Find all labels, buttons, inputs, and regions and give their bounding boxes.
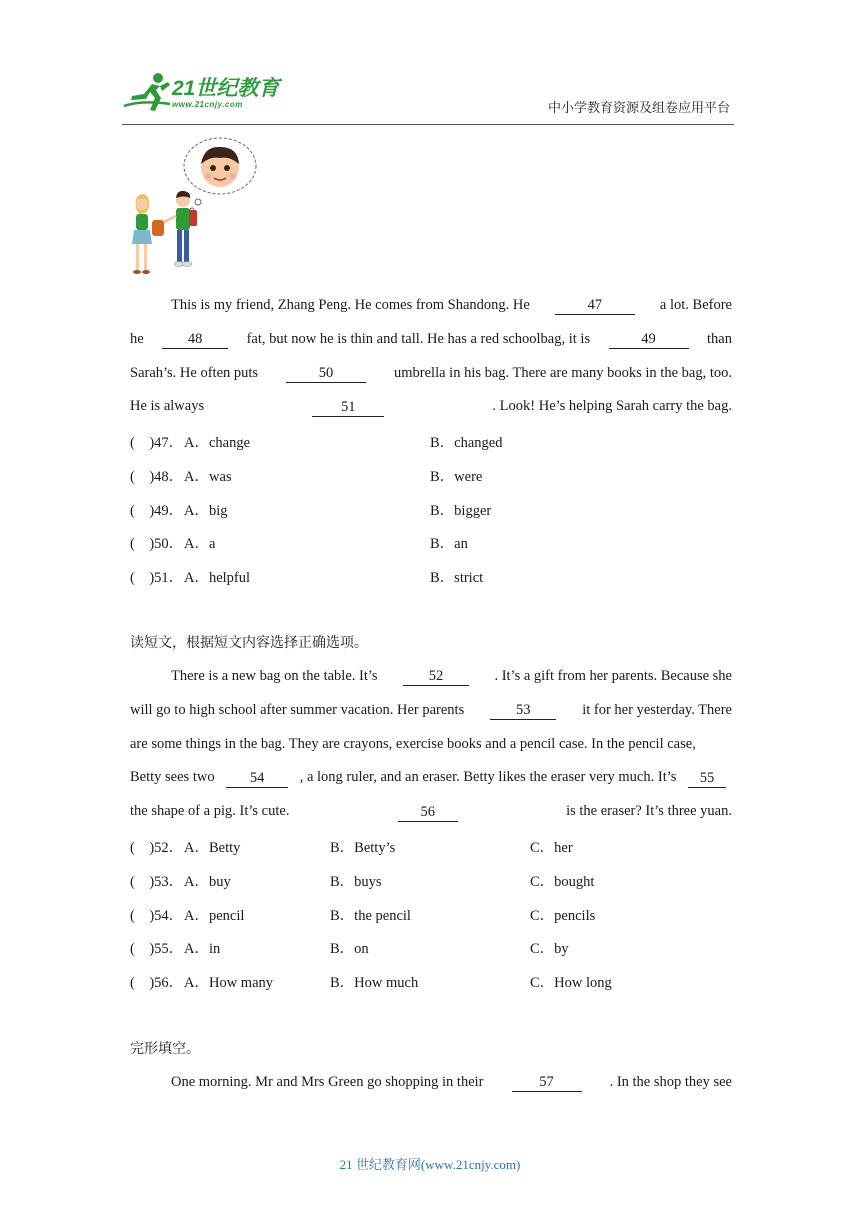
option-a[interactable]: A．How many — [184, 975, 274, 992]
answer-blank-56[interactable]: 56 — [398, 803, 458, 822]
question-number: ( )53． — [130, 873, 184, 890]
answer-blank-53[interactable]: 53 — [490, 701, 556, 720]
option-a[interactable]: A．Betty — [184, 840, 241, 856]
passage-text: One morning. Mr and Mrs Green go shopping in their — [171, 1074, 484, 1090]
option-b[interactable]: B．strict — [430, 570, 484, 587]
question-number: ( )47． — [130, 435, 184, 451]
question-row — [130, 465, 732, 485]
passage-text: Betty sees two — [130, 769, 215, 786]
passage-text: . It’s a gift from her parents. Because she — [494, 668, 732, 684]
passage-line — [130, 289, 732, 323]
passage-text: is the eraser? It’s three yuan. — [566, 803, 732, 820]
answer-blank-47[interactable]: 47 — [555, 296, 635, 315]
passage-line — [130, 728, 732, 762]
option-b[interactable]: B．were — [430, 468, 483, 485]
logo-title: 21世纪教育 — [172, 77, 280, 100]
passage-text: a lot. Before — [659, 297, 732, 313]
passage-text: he — [130, 330, 144, 347]
question-row — [130, 431, 732, 451]
passage-line — [130, 694, 732, 728]
section-2-title: 读短文，根据短文内容选择正确选项。 — [130, 635, 368, 651]
footer-link[interactable]: 21 世纪教育网(www.21cnjy.com) — [339, 1157, 521, 1172]
passage-line — [130, 323, 732, 357]
answer-blank-49[interactable]: 49 — [609, 330, 689, 349]
passage-text: fat, but now he is thin and tall. He has a red schoolbag, it is — [246, 330, 591, 347]
question-row — [130, 499, 732, 519]
option-a[interactable]: A．pencil — [184, 907, 245, 924]
option-c[interactable]: C．her — [530, 840, 573, 856]
girl-and-boy-image — [126, 136, 261, 281]
question-row — [130, 904, 732, 924]
option-b[interactable]: B．the pencil — [330, 907, 411, 924]
option-c[interactable]: C．by — [530, 941, 569, 958]
question-number: ( )52． — [130, 840, 184, 856]
option-b[interactable]: B．How much — [330, 975, 419, 992]
answer-blank-51[interactable]: 51 — [312, 398, 384, 417]
question-number: ( )56． — [130, 975, 184, 992]
passage-text: He is always — [130, 398, 205, 415]
answer-blank-48[interactable]: 48 — [162, 330, 228, 349]
option-a[interactable]: A．change — [184, 435, 251, 451]
question-row — [130, 937, 732, 957]
passage-line — [130, 795, 732, 829]
passage-text: Sarah’s. He often puts — [130, 364, 259, 381]
option-a[interactable]: A．in — [184, 941, 221, 958]
answer-blank-57[interactable]: 57 — [512, 1073, 582, 1092]
passage-text: than — [707, 330, 732, 347]
passage-line — [130, 357, 732, 391]
question-row — [130, 870, 732, 890]
option-a[interactable]: A．a — [184, 536, 216, 553]
answer-blank-50[interactable]: 50 — [286, 364, 366, 383]
passage-text: umbrella in his bag. There are many books in the bag, too. — [394, 364, 732, 381]
option-b[interactable]: B．bigger — [430, 502, 492, 519]
question-number: ( )50． — [130, 536, 184, 553]
option-a[interactable]: A．big — [184, 502, 228, 519]
passage-text: . Look! He’s helping Sarah carry the bag. — [492, 398, 732, 415]
option-b[interactable]: B．Betty’s — [330, 840, 396, 856]
option-c[interactable]: C．pencils — [530, 907, 596, 924]
passage-line — [130, 1066, 732, 1100]
passage-line — [130, 390, 732, 424]
option-b[interactable]: B．an — [430, 536, 468, 553]
section-3-title: 完形填空。 — [130, 1041, 200, 1057]
question-row — [130, 532, 732, 552]
question-row — [130, 566, 732, 586]
logo-url: www.21cnjy.com — [172, 100, 243, 109]
passage-line — [130, 761, 732, 795]
option-b[interactable]: B．changed — [430, 435, 503, 451]
option-a[interactable]: A．helpful — [184, 570, 251, 587]
question-number: ( )54． — [130, 907, 184, 924]
platform-name: 中小学教育资源及组卷应用平台 — [547, 101, 730, 116]
option-b[interactable]: B．buys — [330, 873, 382, 890]
option-c[interactable]: C．How long — [530, 975, 612, 992]
question-number: ( )49． — [130, 502, 184, 519]
passage-text: . In the shop they see — [609, 1074, 732, 1090]
passage-text: This is my friend, Zhang Peng. He comes from Shandong. He — [171, 297, 530, 313]
question-number: ( )55． — [130, 941, 184, 958]
passage-3 — [130, 1066, 732, 1100]
answer-blank-55[interactable]: 55 — [688, 769, 726, 788]
passage-text: it for her yesterday. There — [582, 701, 732, 718]
question-row — [130, 836, 732, 856]
passage-1 — [130, 289, 732, 424]
passage-text: the shape of a pig. It’s cute. — [130, 803, 290, 820]
question-row — [130, 971, 732, 991]
runner-logo-icon — [122, 70, 172, 114]
passage-text: will go to high school after summer vacation. Her parents — [130, 701, 465, 718]
option-a[interactable]: A．buy — [184, 873, 231, 890]
option-b[interactable]: B．on — [330, 941, 369, 958]
passage-text: are some things in the bag. They are crayons, exercise books and a pencil case. In the pencil case, — [130, 735, 696, 752]
kids-illustration — [126, 136, 261, 281]
question-number: ( )51． — [130, 570, 184, 587]
answer-blank-54[interactable]: 54 — [226, 769, 288, 788]
site-logo — [122, 70, 292, 118]
passage-2 — [130, 660, 732, 829]
passage-line — [130, 660, 732, 694]
option-a[interactable]: A．was — [184, 468, 232, 485]
option-c[interactable]: C．bought — [530, 873, 595, 890]
header-divider — [122, 124, 734, 125]
question-number: ( )48． — [130, 468, 184, 485]
answer-blank-52[interactable]: 52 — [403, 667, 469, 686]
passage-text: There is a new bag on the table. It’s — [171, 668, 378, 684]
passage-text: , a long ruler, and an eraser. Betty likes the eraser very much. It’s — [299, 769, 677, 786]
